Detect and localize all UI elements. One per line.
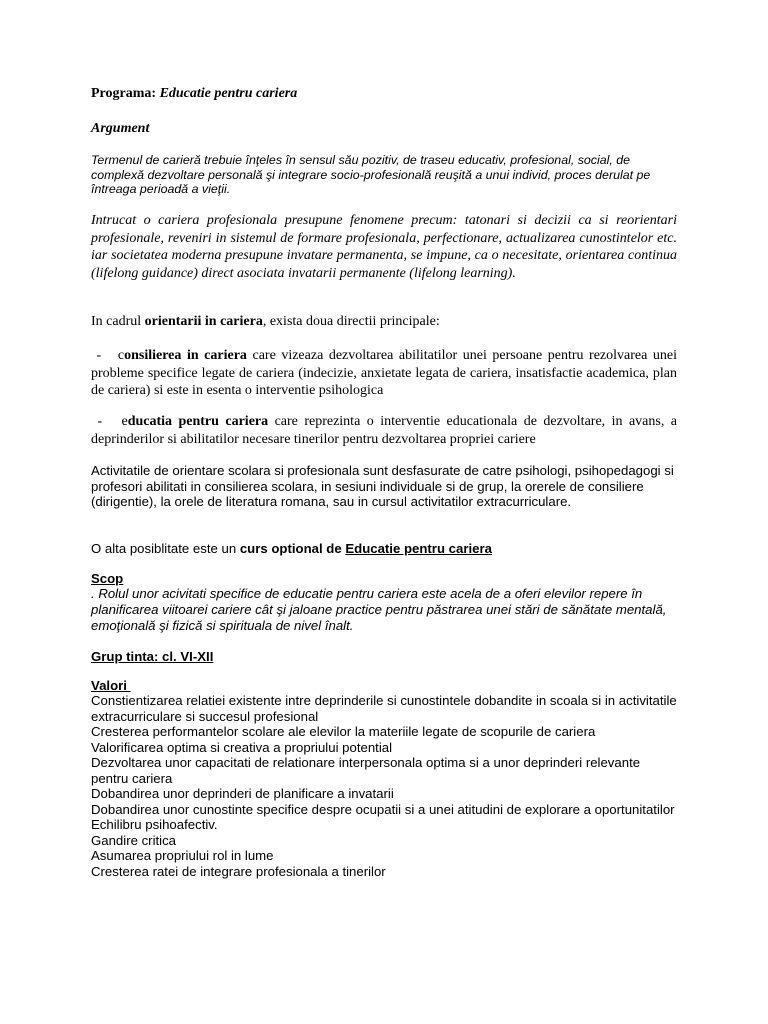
direction-term: onsilierea in cariera <box>124 348 247 363</box>
direction-text: care vizeaza dezvoltarea abilitatilor unei persoane pentru rezolvarea unei probleme specifice legate de cariera (indecizie, anxietate legata de cariera, insatisfactie academica, plan de cariera) si este in esenta o interventie psihologica <box>91 348 677 398</box>
grup-tinta-heading: Grup tinta: cl. VI-XII <box>91 649 214 664</box>
activitati-paragraph: Activitatile de orientare scolara si profesionala sunt desfasurate de catre psihologi, psihopedagogi si profesori abilitati in consilierea scolara, in sesiuni individuale si de grup, la orerele de consiliere (dirigentie), la orele de literatura romana, sau in cursul activitatilor extracurriculare. <box>91 463 674 509</box>
cadrul-post: , exista doua directii principale: <box>262 314 440 329</box>
list-item: Valorificarea optima si creativa a propriului potential <box>91 739 393 755</box>
list-item: Constientizarea relatiei existente intre deprinderile si cunostintele dobandite in scoala si in activitatile extracurriculare si succesul profesional <box>91 693 677 724</box>
cadrul-bold: orientarii in cariera <box>144 314 263 329</box>
list-item: Dobandirea unor deprinderi de planificare a invatarii <box>91 786 394 801</box>
list-item: Cresterea ratei de integrare profesionala a tinerilor <box>91 863 386 879</box>
list-item: Asumarea propriului rol in lume <box>91 848 274 863</box>
alta-paragraph <box>91 541 677 557</box>
list-item: Cresterea performantelor scolare ale elevilor la materiile legate de scopurile de cariera <box>91 724 596 739</box>
direction-prefix: - c <box>91 348 125 363</box>
intro-paragraph: Intrucat o cariera profesionala presupune fenomene precum: tatonari si decizii ca si reorientari profesionale, reveniri in sistemul de formare profesionala, perfectionare, actualizarea cunostintelor etc. iar societatea moderna presupune invatare permanenta, se impune, ca o necesitate, orientarea continua (lifelong guidance) direct asociata invatarii permanente (lifelong learning). <box>91 213 677 281</box>
direction-educatie <box>91 413 677 448</box>
argument-heading: Argument <box>91 121 150 136</box>
valori-heading: Valori <box>91 678 131 693</box>
direction-consiliere <box>91 347 677 400</box>
program-title <box>91 86 297 102</box>
valori-list <box>91 693 677 879</box>
scop-paragraph: . Rolul unor acivitati specifice de educatie pentru cariera este acela de a oferi elevilor repere în planificarea viitoarei cariere cât şi jaloane practice pentru păstrarea unei stări de sănătate mentală, emoţională şi fizică si spirituala de nivel înalt. <box>91 586 667 633</box>
list-item: Gandire critica <box>91 832 177 848</box>
alta-pre: O alta posiblitate este un <box>91 541 240 556</box>
cadrul-paragraph <box>91 313 677 330</box>
program-label: Programa: <box>91 86 157 101</box>
list-item: Echilibru psihoafectiv. <box>91 817 218 832</box>
list-item: Dezvoltarea unor capacitati de relationare interpersonala optima si a unor deprinderi relevante pentru cariera <box>91 755 641 786</box>
list-item: Dobandirea unor cunostinte specifice despre ocupatii si a unei atitudini de explorare a oportunitatilor <box>91 801 675 817</box>
direction-term: ducatia pentru cariera <box>127 414 269 429</box>
direction-text: care reprezinta o interventie educationala de dezvoltare, in avans, a deprinderilor si abilitatilor necesare tinerilor pentru dezvoltarea propriei cariere <box>91 414 677 447</box>
alta-course-name: Educatie pentru cariera <box>345 541 492 556</box>
scop-heading: Scop <box>91 571 124 586</box>
alta-bold: curs optional de <box>239 541 346 556</box>
argument-paragraph: Termenul de carieră trebuie înţeles în sensul său pozitiv, de traseu educativ, profesional, social, de complexă dezvoltare personală şi integrare socio-profesională reuşită a unui individ, proces derulat pe întreaga perioadă a vieţii. <box>91 153 651 196</box>
direction-prefix: - e <box>91 414 128 429</box>
program-name: Educatie pentru cariera <box>159 86 298 101</box>
cadrul-pre: In cadrul <box>91 314 145 329</box>
